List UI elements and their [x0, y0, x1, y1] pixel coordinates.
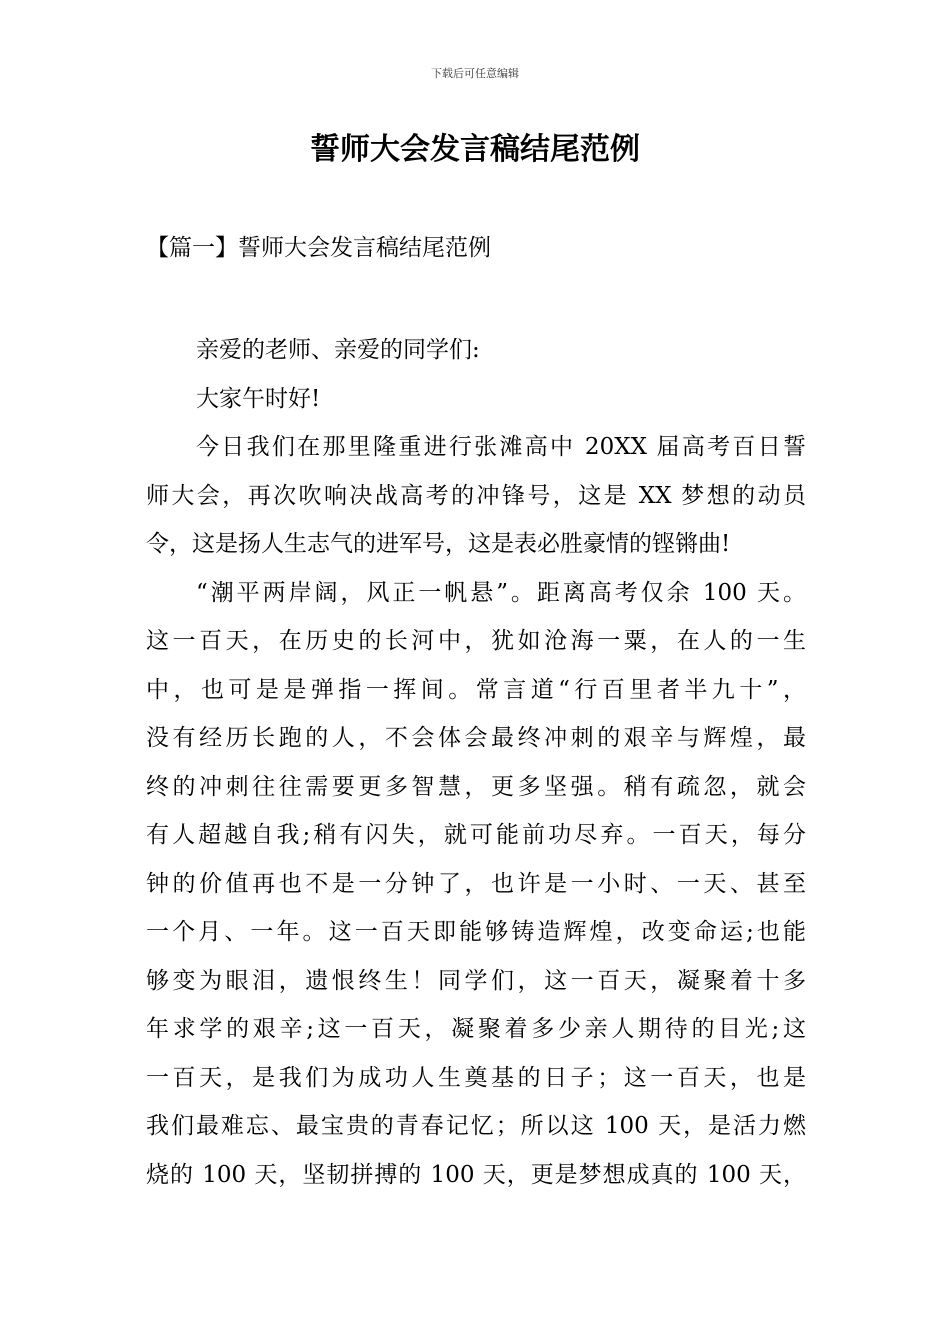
paragraph-line: 一个月、一年。这一百天即能够铸造辉煌，改变命运;也能: [146, 919, 806, 945]
paragraph-line: 够变为眼泪，遗恨终生！同学们，这一百天，凝聚着十多: [146, 967, 806, 994]
paragraph-line: 我们最难忘、最宝贵的青春记忆；所以这 100 天，是活力燃: [146, 1113, 806, 1139]
paragraph-line: 烧的 100 天，坚韧拼搏的 100 天，更是梦想成真的 100 天，: [146, 1161, 806, 1188]
paragraph-line: 年求学的艰辛;这一百天，凝聚着多少亲人期待的目光;这: [146, 1016, 806, 1042]
section-heading: 【篇一】誓师大会发言稿结尾范例: [146, 235, 491, 261]
document-title: 誓师大会发言稿结尾范例: [310, 132, 640, 167]
header-note: 下载后可任意编辑: [431, 67, 519, 80]
paragraph-line: 终的冲刺往往需要更多智慧，更多坚强。稍有疏忽，就会: [146, 773, 806, 800]
paragraph-line: “潮平两岸阔，风正一帆悬”。距离高考仅余 100 天。: [196, 579, 806, 606]
paragraph-line: 今日我们在那里隆重进行张滩高中 20XX 届高考百日誓: [196, 434, 806, 460]
body-text: [146, 326, 806, 1199]
paragraph-line: 这一百天，在历史的长河中，犹如沧海一粟，在人的一生: [146, 628, 806, 654]
greeting-line: 大家午时好!: [196, 385, 321, 412]
paragraph-line: 一百天，是我们为成功人生奠基的日子；这一百天，也是: [146, 1064, 806, 1091]
paragraph-line: 令，这是扬人生志气的进军号，这是表必胜豪情的铿锵曲!: [146, 531, 731, 557]
paragraph-line: 钟的价值再也不是一分钟了，也许是一小时、一天、甚至: [146, 870, 806, 897]
paragraph-line: 中，也可是是弹指一挥间。常言道“行百里者半九十”，: [146, 676, 806, 703]
paragraph-line: 师大会，再次吹响决战高考的冲锋号，这是 XX 梦想的动员: [146, 482, 806, 509]
paragraph-line: 有人超越自我;稍有闪失，就可能前功尽弃。一百天，每分: [146, 822, 806, 848]
salutation-line: 亲爱的老师、亲爱的同学们:: [196, 337, 480, 363]
paragraph-line: 没有经历长跑的人，不会体会最终冲刺的艰辛与辉煌，最: [146, 725, 806, 751]
